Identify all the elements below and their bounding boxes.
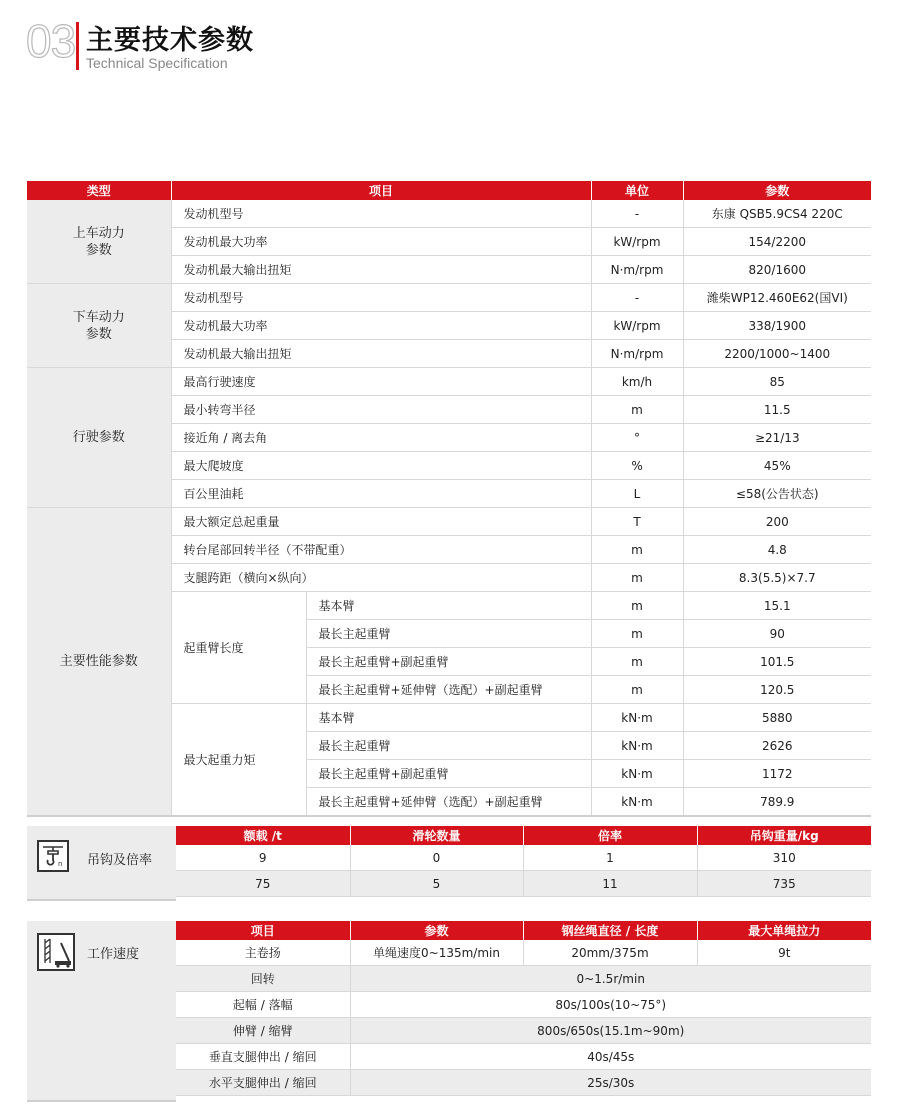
table-cell: 75 <box>176 871 350 897</box>
header-value: 参数 <box>683 181 871 200</box>
speed-section-panel <box>27 921 176 1102</box>
speed-header: 项目 <box>176 921 350 940</box>
item-cell: 最长主起重臂 <box>306 732 591 760</box>
unit-cell: m <box>591 620 683 648</box>
unit-cell: kN·m <box>591 704 683 732</box>
item-cell: 支腿跨距（横向×纵向） <box>171 564 591 592</box>
item-cell: 接近角 / 离去角 <box>171 424 591 452</box>
table-row <box>176 966 871 992</box>
category-cell: 下车动力 参数 <box>27 284 171 368</box>
table-row <box>27 284 871 312</box>
speed-header: 最大单绳拉力 <box>697 921 871 940</box>
table-cell: 1 <box>523 845 697 871</box>
hook-header: 倍率 <box>523 826 697 845</box>
category-cell: 行驶参数 <box>27 368 171 508</box>
item-cell: 转台尾部回转半径（不带配重） <box>171 536 591 564</box>
value-cell: ≥21/13 <box>683 424 871 452</box>
value-cell: 120.5 <box>683 676 871 704</box>
hook-header: 吊钩重量/kg <box>697 826 871 845</box>
speed-header-row <box>176 921 871 940</box>
value-cell: 154/2200 <box>683 228 871 256</box>
unit-cell: % <box>591 452 683 480</box>
value-cell: 45% <box>683 452 871 480</box>
unit-cell: - <box>591 200 683 228</box>
table-cell: 735 <box>697 871 871 897</box>
hook-header-row <box>176 826 871 845</box>
unit-cell: N·m/rpm <box>591 340 683 368</box>
spec-header-row <box>27 181 871 200</box>
category-cell: 主要性能参数 <box>27 508 171 817</box>
table-cell: 9 <box>176 845 350 871</box>
subgroup-cell: 最大起重力矩 <box>171 704 306 817</box>
table-cell: 水平支腿伸出 / 缩回 <box>176 1070 350 1096</box>
table-cell: 25s/30s <box>350 1070 871 1096</box>
unit-cell: T <box>591 508 683 536</box>
section-number: 03 <box>26 15 76 67</box>
table-row <box>176 1044 871 1070</box>
page-title: 主要技术参数 <box>86 25 254 56</box>
unit-cell: kN·m <box>591 760 683 788</box>
table-cell: 起幅 / 落幅 <box>176 992 350 1018</box>
table-row <box>176 1070 871 1096</box>
item-cell: 发动机最大功率 <box>171 312 591 340</box>
unit-cell: kW/rpm <box>591 312 683 340</box>
item-cell: 发动机最大功率 <box>171 228 591 256</box>
value-cell: 11.5 <box>683 396 871 424</box>
item-cell: 最长主起重臂+延伸臂（选配）+副起重臂 <box>306 676 591 704</box>
title-accent-bar <box>76 22 79 70</box>
header-unit: 单位 <box>591 181 683 200</box>
table-cell: 80s/100s(10~75°) <box>350 992 871 1018</box>
header-item: 项目 <box>171 181 591 200</box>
table-row <box>176 845 871 871</box>
table-cell: 40s/45s <box>350 1044 871 1070</box>
table-row <box>176 940 871 966</box>
value-cell: 5880 <box>683 704 871 732</box>
speed-section-title: 工作速度 <box>87 947 140 962</box>
hook-section-title: 吊钩及倍率 <box>87 853 153 868</box>
value-cell: 90 <box>683 620 871 648</box>
hook-header: 滑轮数量 <box>350 826 523 845</box>
item-cell: 发动机最大输出扭矩 <box>171 256 591 284</box>
item-cell: 基本臂 <box>306 592 591 620</box>
unit-cell: m <box>591 396 683 424</box>
unit-cell: N·m/rpm <box>591 256 683 284</box>
value-cell: 2626 <box>683 732 871 760</box>
value-cell: ≤58(公告状态) <box>683 480 871 508</box>
table-cell: 单绳速度0~135m/min <box>350 940 523 966</box>
item-cell: 最大额定总起重量 <box>171 508 591 536</box>
unit-cell: m <box>591 676 683 704</box>
value-cell: 85 <box>683 368 871 396</box>
table-cell: 垂直支腿伸出 / 缩回 <box>176 1044 350 1070</box>
unit-cell: kN·m <box>591 788 683 817</box>
item-cell: 最高行驶速度 <box>171 368 591 396</box>
table-row <box>176 992 871 1018</box>
header-type: 类型 <box>27 181 171 200</box>
value-cell: 2200/1000~1400 <box>683 340 871 368</box>
unit-cell: ° <box>591 424 683 452</box>
category-cell: 上车动力 参数 <box>27 200 171 284</box>
unit-cell: kN·m <box>591 732 683 760</box>
value-cell: 789.9 <box>683 788 871 817</box>
item-cell: 发动机型号 <box>171 200 591 228</box>
table-cell: 主卷扬 <box>176 940 350 966</box>
value-cell: 1172 <box>683 760 871 788</box>
item-cell: 发动机最大输出扭矩 <box>171 340 591 368</box>
table-cell: 11 <box>523 871 697 897</box>
unit-cell: m <box>591 648 683 676</box>
speed-header: 参数 <box>350 921 523 940</box>
value-cell: 15.1 <box>683 592 871 620</box>
table-cell: 0 <box>350 845 523 871</box>
value-cell: 潍柴WP12.460E62(国VI) <box>683 284 871 312</box>
unit-cell: m <box>591 592 683 620</box>
crane-icon <box>37 933 75 971</box>
table-cell: 9t <box>697 940 871 966</box>
subgroup-cell: 起重臂长度 <box>171 592 306 704</box>
value-cell: 4.8 <box>683 536 871 564</box>
speed-header: 钢丝绳直径 / 长度 <box>523 921 697 940</box>
value-cell: 200 <box>683 508 871 536</box>
item-cell: 发动机型号 <box>171 284 591 312</box>
table-cell: 800s/650s(15.1m~90m) <box>350 1018 871 1044</box>
table-row <box>27 200 871 228</box>
spec-table <box>27 181 871 817</box>
unit-cell: m <box>591 564 683 592</box>
item-cell: 最长主起重臂+副起重臂 <box>306 648 591 676</box>
value-cell: 东康 QSB5.9CS4 220C <box>683 200 871 228</box>
item-cell: 最长主起重臂+延伸臂（选配）+副起重臂 <box>306 788 591 817</box>
hook-header: 额载 /t <box>176 826 350 845</box>
table-cell: 310 <box>697 845 871 871</box>
hook-icon <box>37 840 69 872</box>
table-row <box>176 1018 871 1044</box>
unit-cell: km/h <box>591 368 683 396</box>
speed-table <box>176 921 871 1096</box>
item-cell: 最长主起重臂+副起重臂 <box>306 760 591 788</box>
item-cell: 基本臂 <box>306 704 591 732</box>
value-cell: 101.5 <box>683 648 871 676</box>
table-row <box>176 871 871 897</box>
table-cell: 伸臂 / 缩臂 <box>176 1018 350 1044</box>
table-cell: 5 <box>350 871 523 897</box>
unit-cell: L <box>591 480 683 508</box>
unit-cell: - <box>591 284 683 312</box>
table-row <box>27 508 871 536</box>
hook-table <box>176 826 871 897</box>
item-cell: 最小转弯半径 <box>171 396 591 424</box>
unit-cell: m <box>591 536 683 564</box>
item-cell: 百公里油耗 <box>171 480 591 508</box>
value-cell: 338/1900 <box>683 312 871 340</box>
table-cell: 20mm/375m <box>523 940 697 966</box>
value-cell: 820/1600 <box>683 256 871 284</box>
table-cell: 0~1.5r/min <box>350 966 871 992</box>
value-cell: 8.3(5.5)×7.7 <box>683 564 871 592</box>
unit-cell: kW/rpm <box>591 228 683 256</box>
item-cell: 最大爬坡度 <box>171 452 591 480</box>
svg-text:n: n <box>58 860 63 868</box>
page-subtitle: Technical Specification <box>86 55 228 71</box>
hook-section-panel <box>27 826 176 901</box>
table-row <box>27 368 871 396</box>
item-cell: 最长主起重臂 <box>306 620 591 648</box>
table-cell: 回转 <box>176 966 350 992</box>
